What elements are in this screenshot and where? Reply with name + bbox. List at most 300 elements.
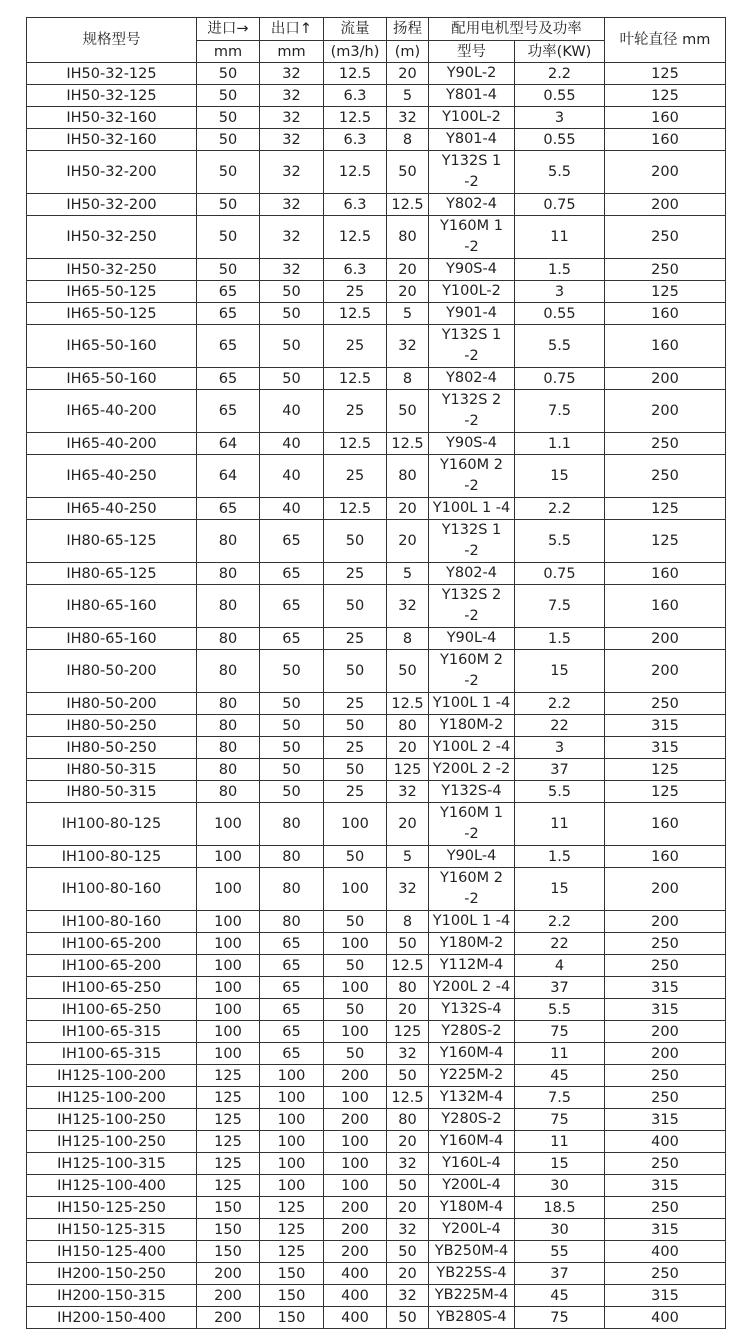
cell-model: IH150-125-250 — [27, 1197, 197, 1219]
cell-head: 32 — [387, 1285, 429, 1307]
cell-motor-power: 22 — [515, 715, 605, 737]
cell-head: 50 — [387, 1065, 429, 1087]
cell-model: IH80-50-200 — [27, 650, 197, 693]
cell-motor-model — [429, 433, 515, 455]
cell-model: IH100-65-200 — [27, 955, 197, 977]
cell-inlet: 50 — [197, 259, 260, 281]
cell-head: 12.5 — [387, 433, 429, 455]
cell-motor-power: 45 — [515, 1065, 605, 1087]
cell-outlet: 50 — [260, 368, 324, 390]
cell-model: IH80-65-125 — [27, 563, 197, 585]
cell-motor-model — [429, 1153, 515, 1175]
motor-model-line: Y132S-4 — [441, 1001, 502, 1017]
table-row — [27, 281, 726, 303]
motor-model-line: Y132M-4 — [439, 1089, 504, 1105]
cell-inlet: 65 — [197, 390, 260, 433]
cell-motor-model — [429, 1241, 515, 1263]
cell-outlet: 50 — [260, 715, 324, 737]
cell-flow: 25 — [324, 455, 387, 498]
header-model: 规格型号 — [27, 18, 197, 63]
header-flow: 流量 — [324, 18, 387, 41]
cell-outlet: 80 — [260, 868, 324, 911]
cell-head: 12.5 — [387, 955, 429, 977]
motor-model-line: Y90L-4 — [446, 848, 497, 864]
cell-flow: 100 — [324, 1021, 387, 1043]
cell-motor-power: 7.5 — [515, 585, 605, 628]
motor-model-line: -2 — [464, 174, 479, 190]
cell-motor-model — [429, 63, 515, 85]
cell-impeller: 250 — [605, 1197, 726, 1219]
cell-motor-power: 5.5 — [515, 325, 605, 368]
table-row — [27, 911, 726, 933]
cell-inlet: 80 — [197, 737, 260, 759]
cell-head: 80 — [387, 715, 429, 737]
cell-flow: 12.5 — [324, 498, 387, 520]
cell-model: IH65-50-160 — [27, 325, 197, 368]
cell-flow: 12.5 — [324, 107, 387, 129]
motor-model-line: Y160L-4 — [442, 1155, 501, 1171]
header-row-1 — [27, 18, 726, 41]
cell-motor-model — [429, 325, 515, 368]
cell-flow: 200 — [324, 1197, 387, 1219]
cell-inlet: 100 — [197, 911, 260, 933]
cell-outlet: 65 — [260, 628, 324, 650]
table-row — [27, 1131, 726, 1153]
cell-inlet: 125 — [197, 1065, 260, 1087]
cell-motor-model — [429, 999, 515, 1021]
cell-motor-power: 0.55 — [515, 85, 605, 107]
cell-motor-model — [429, 650, 515, 693]
cell-inlet: 65 — [197, 498, 260, 520]
motor-model-line: Y160M-4 — [439, 1133, 504, 1149]
motor-model-line: Y200L-4 — [442, 1221, 501, 1237]
motor-model-line: -2 — [464, 413, 479, 429]
cell-impeller: 200 — [605, 650, 726, 693]
table-row — [27, 933, 726, 955]
table-row — [27, 1175, 726, 1197]
motor-model-line: YB225M-4 — [434, 1287, 509, 1303]
cell-model: IH65-50-125 — [27, 303, 197, 325]
cell-motor-model — [429, 1131, 515, 1153]
cell-inlet: 50 — [197, 129, 260, 151]
cell-head: 32 — [387, 781, 429, 803]
cell-motor-power: 5.5 — [515, 781, 605, 803]
cell-outlet: 50 — [260, 759, 324, 781]
cell-inlet: 64 — [197, 455, 260, 498]
cell-outlet: 65 — [260, 520, 324, 563]
cell-model: IH125-100-400 — [27, 1175, 197, 1197]
cell-head: 50 — [387, 933, 429, 955]
cell-model: IH80-65-125 — [27, 520, 197, 563]
cell-inlet: 125 — [197, 1175, 260, 1197]
cell-inlet: 100 — [197, 803, 260, 846]
cell-motor-power: 3 — [515, 737, 605, 759]
motor-model-line: Y132S 1 — [441, 327, 502, 343]
table-row — [27, 455, 726, 498]
cell-model: IH65-40-250 — [27, 498, 197, 520]
table-row — [27, 1241, 726, 1263]
cell-outlet: 150 — [260, 1307, 324, 1329]
cell-flow: 25 — [324, 781, 387, 803]
cell-outlet: 65 — [260, 563, 324, 585]
cell-outlet: 100 — [260, 1131, 324, 1153]
cell-impeller: 315 — [605, 1109, 726, 1131]
cell-motor-power: 0.55 — [515, 129, 605, 151]
cell-inlet: 150 — [197, 1197, 260, 1219]
cell-flow: 50 — [324, 759, 387, 781]
cell-impeller: 200 — [605, 390, 726, 433]
table-row — [27, 520, 726, 563]
cell-impeller: 250 — [605, 1065, 726, 1087]
cell-motor-power: 5.5 — [515, 151, 605, 194]
cell-inlet: 100 — [197, 1043, 260, 1065]
cell-motor-power: 0.75 — [515, 563, 605, 585]
cell-inlet: 150 — [197, 1241, 260, 1263]
cell-model: IH100-65-250 — [27, 999, 197, 1021]
cell-flow: 100 — [324, 1175, 387, 1197]
motor-model-line: Y802-4 — [446, 196, 497, 212]
pump-spec-table — [26, 17, 726, 1329]
motor-model-line: Y802-4 — [446, 370, 497, 386]
cell-impeller: 160 — [605, 563, 726, 585]
table-row — [27, 715, 726, 737]
cell-inlet: 200 — [197, 1307, 260, 1329]
table-row — [27, 303, 726, 325]
cell-motor-power: 1.1 — [515, 433, 605, 455]
cell-impeller: 160 — [605, 129, 726, 151]
cell-head: 8 — [387, 911, 429, 933]
motor-model-line: Y132S 2 — [441, 392, 502, 408]
table-row — [27, 737, 726, 759]
header-flow-unit: (m3/h) — [324, 41, 387, 63]
table-row — [27, 803, 726, 846]
cell-outlet: 40 — [260, 498, 324, 520]
cell-flow: 400 — [324, 1307, 387, 1329]
cell-motor-power: 7.5 — [515, 390, 605, 433]
cell-outlet: 50 — [260, 693, 324, 715]
cell-inlet: 100 — [197, 868, 260, 911]
cell-outlet: 65 — [260, 955, 324, 977]
cell-impeller: 250 — [605, 1263, 726, 1285]
cell-inlet: 80 — [197, 520, 260, 563]
cell-model: IH100-65-250 — [27, 977, 197, 999]
cell-outlet: 100 — [260, 1175, 324, 1197]
cell-motor-model — [429, 390, 515, 433]
cell-head: 20 — [387, 999, 429, 1021]
cell-flow: 12.5 — [324, 216, 387, 259]
cell-model: IH100-65-315 — [27, 1043, 197, 1065]
cell-motor-power: 45 — [515, 1285, 605, 1307]
cell-outlet: 40 — [260, 455, 324, 498]
cell-head: 5 — [387, 846, 429, 868]
cell-model: IH125-100-250 — [27, 1131, 197, 1153]
cell-outlet: 80 — [260, 803, 324, 846]
motor-model-line: -2 — [464, 826, 479, 842]
cell-motor-power: 0.75 — [515, 194, 605, 216]
cell-inlet: 150 — [197, 1219, 260, 1241]
cell-motor-model — [429, 498, 515, 520]
motor-model-line: Y802-4 — [446, 565, 497, 581]
table-row — [27, 563, 726, 585]
cell-impeller: 200 — [605, 868, 726, 911]
table-row — [27, 498, 726, 520]
cell-motor-model — [429, 737, 515, 759]
motor-model-line: Y132S-4 — [441, 783, 502, 799]
cell-outlet: 50 — [260, 781, 324, 803]
cell-head: 32 — [387, 585, 429, 628]
cell-outlet: 50 — [260, 325, 324, 368]
cell-motor-power: 2.2 — [515, 498, 605, 520]
cell-outlet: 80 — [260, 846, 324, 868]
cell-motor-model — [429, 803, 515, 846]
cell-impeller: 125 — [605, 520, 726, 563]
cell-model: IH65-40-250 — [27, 455, 197, 498]
motor-model-line: YB225S-4 — [436, 1265, 507, 1281]
cell-outlet: 125 — [260, 1241, 324, 1263]
cell-impeller: 160 — [605, 107, 726, 129]
cell-flow: 100 — [324, 1131, 387, 1153]
cell-flow: 25 — [324, 563, 387, 585]
cell-motor-model — [429, 1043, 515, 1065]
cell-model: IH65-40-200 — [27, 433, 197, 455]
cell-motor-model — [429, 1109, 515, 1131]
table-row — [27, 151, 726, 194]
table-row — [27, 194, 726, 216]
cell-head: 20 — [387, 1263, 429, 1285]
cell-motor-power: 5.5 — [515, 520, 605, 563]
cell-motor-model — [429, 520, 515, 563]
cell-motor-model — [429, 1263, 515, 1285]
motor-model-line: Y100L 1 -4 — [432, 500, 511, 516]
table-row — [27, 1153, 726, 1175]
cell-model: IH50-32-250 — [27, 216, 197, 259]
cell-outlet: 40 — [260, 390, 324, 433]
cell-flow: 25 — [324, 390, 387, 433]
cell-motor-power: 15 — [515, 1153, 605, 1175]
cell-impeller: 200 — [605, 1043, 726, 1065]
table-row — [27, 1307, 726, 1329]
cell-flow: 200 — [324, 1219, 387, 1241]
cell-motor-power: 37 — [515, 759, 605, 781]
table-row — [27, 1263, 726, 1285]
cell-head: 50 — [387, 390, 429, 433]
table-body — [27, 18, 726, 1329]
cell-motor-power: 15 — [515, 455, 605, 498]
cell-motor-model — [429, 129, 515, 151]
cell-head: 8 — [387, 368, 429, 390]
motor-model-line: -2 — [464, 608, 479, 624]
cell-flow: 25 — [324, 628, 387, 650]
cell-inlet: 80 — [197, 585, 260, 628]
cell-motor-power: 15 — [515, 868, 605, 911]
cell-inlet: 100 — [197, 955, 260, 977]
cell-impeller: 160 — [605, 325, 726, 368]
cell-inlet: 200 — [197, 1263, 260, 1285]
cell-flow: 100 — [324, 933, 387, 955]
cell-motor-model — [429, 151, 515, 194]
cell-impeller: 125 — [605, 781, 726, 803]
cell-motor-model — [429, 977, 515, 999]
cell-outlet: 32 — [260, 63, 324, 85]
cell-outlet: 50 — [260, 281, 324, 303]
cell-impeller: 160 — [605, 846, 726, 868]
cell-impeller: 400 — [605, 1241, 726, 1263]
cell-head: 12.5 — [387, 194, 429, 216]
cell-impeller: 250 — [605, 693, 726, 715]
cell-impeller: 160 — [605, 585, 726, 628]
cell-motor-model — [429, 368, 515, 390]
cell-outlet: 65 — [260, 1043, 324, 1065]
cell-impeller: 315 — [605, 977, 726, 999]
cell-motor-model — [429, 563, 515, 585]
cell-motor-power: 2.2 — [515, 693, 605, 715]
cell-inlet: 80 — [197, 628, 260, 650]
cell-motor-model — [429, 868, 515, 911]
cell-impeller: 315 — [605, 737, 726, 759]
cell-outlet: 80 — [260, 911, 324, 933]
cell-flow: 12.5 — [324, 63, 387, 85]
cell-head: 50 — [387, 151, 429, 194]
cell-inlet: 65 — [197, 325, 260, 368]
cell-model: IH80-65-160 — [27, 585, 197, 628]
cell-impeller: 125 — [605, 85, 726, 107]
cell-motor-power: 11 — [515, 803, 605, 846]
header-head-unit: (m) — [387, 41, 429, 63]
cell-motor-power: 0.75 — [515, 368, 605, 390]
cell-inlet: 50 — [197, 151, 260, 194]
cell-head: 50 — [387, 650, 429, 693]
table-row — [27, 846, 726, 868]
table-row — [27, 1285, 726, 1307]
motor-model-line: -2 — [464, 348, 479, 364]
table-row — [27, 85, 726, 107]
cell-motor-model — [429, 846, 515, 868]
cell-outlet: 150 — [260, 1285, 324, 1307]
table-row — [27, 433, 726, 455]
cell-model: IH50-32-250 — [27, 259, 197, 281]
cell-motor-model — [429, 1065, 515, 1087]
cell-inlet: 100 — [197, 999, 260, 1021]
cell-impeller: 400 — [605, 1131, 726, 1153]
table-row — [27, 1197, 726, 1219]
cell-inlet: 65 — [197, 281, 260, 303]
cell-head: 80 — [387, 977, 429, 999]
cell-model: IH100-80-160 — [27, 911, 197, 933]
cell-head: 12.5 — [387, 1087, 429, 1109]
cell-impeller: 200 — [605, 628, 726, 650]
cell-impeller: 400 — [605, 1307, 726, 1329]
table-row — [27, 650, 726, 693]
cell-outlet: 32 — [260, 194, 324, 216]
cell-flow: 25 — [324, 325, 387, 368]
motor-model-line: Y160M 2 — [440, 652, 503, 668]
cell-motor-power: 37 — [515, 1263, 605, 1285]
table-row — [27, 693, 726, 715]
header-head: 扬程 — [387, 18, 429, 41]
cell-impeller: 315 — [605, 1175, 726, 1197]
header-outlet: 出口↑ — [260, 18, 324, 41]
cell-motor-power: 18.5 — [515, 1197, 605, 1219]
cell-head: 8 — [387, 129, 429, 151]
cell-flow: 12.5 — [324, 433, 387, 455]
cell-model: IH125-100-250 — [27, 1109, 197, 1131]
cell-impeller: 250 — [605, 259, 726, 281]
cell-motor-model — [429, 715, 515, 737]
cell-inlet: 80 — [197, 563, 260, 585]
cell-impeller: 125 — [605, 281, 726, 303]
cell-motor-power: 75 — [515, 1307, 605, 1329]
motor-model-line: Y100L-2 — [442, 109, 501, 125]
table-row — [27, 259, 726, 281]
cell-motor-power: 37 — [515, 977, 605, 999]
cell-head: 50 — [387, 1175, 429, 1197]
cell-motor-model — [429, 107, 515, 129]
cell-model: IH200-150-400 — [27, 1307, 197, 1329]
cell-flow: 100 — [324, 868, 387, 911]
table-row — [27, 868, 726, 911]
cell-model: IH80-50-315 — [27, 759, 197, 781]
cell-motor-power: 4 — [515, 955, 605, 977]
cell-inlet: 80 — [197, 759, 260, 781]
cell-model: IH100-80-160 — [27, 868, 197, 911]
cell-head: 80 — [387, 1109, 429, 1131]
cell-inlet: 80 — [197, 715, 260, 737]
table-row — [27, 1219, 726, 1241]
table-row — [27, 216, 726, 259]
motor-model-line: Y90L-4 — [446, 630, 497, 646]
motor-model-line: Y100L-2 — [442, 283, 501, 299]
cell-head: 125 — [387, 759, 429, 781]
motor-model-line: -2 — [464, 891, 479, 907]
cell-impeller: 125 — [605, 759, 726, 781]
table-row — [27, 129, 726, 151]
cell-motor-power: 15 — [515, 650, 605, 693]
cell-model: IH100-65-200 — [27, 933, 197, 955]
cell-flow: 50 — [324, 911, 387, 933]
cell-inlet: 80 — [197, 693, 260, 715]
cell-motor-power: 75 — [515, 1109, 605, 1131]
cell-motor-model — [429, 1219, 515, 1241]
cell-outlet: 125 — [260, 1219, 324, 1241]
cell-impeller: 250 — [605, 216, 726, 259]
cell-outlet: 65 — [260, 977, 324, 999]
motor-model-line: Y180M-2 — [439, 935, 504, 951]
cell-motor-power: 1.5 — [515, 628, 605, 650]
table-row — [27, 325, 726, 368]
cell-outlet: 32 — [260, 259, 324, 281]
cell-head: 20 — [387, 498, 429, 520]
cell-flow: 12.5 — [324, 151, 387, 194]
cell-model: IH150-125-315 — [27, 1219, 197, 1241]
table-row — [27, 628, 726, 650]
cell-flow: 25 — [324, 693, 387, 715]
header-motor-model: 型号 — [429, 41, 515, 63]
motor-model-line: Y100L 1 -4 — [432, 913, 511, 929]
cell-motor-model — [429, 194, 515, 216]
cell-model: IH80-50-250 — [27, 715, 197, 737]
cell-motor-model — [429, 933, 515, 955]
cell-inlet: 65 — [197, 303, 260, 325]
cell-outlet: 100 — [260, 1153, 324, 1175]
cell-motor-model — [429, 1175, 515, 1197]
cell-head: 80 — [387, 455, 429, 498]
cell-model: IH125-100-315 — [27, 1153, 197, 1175]
cell-flow: 25 — [324, 281, 387, 303]
cell-motor-model — [429, 303, 515, 325]
cell-flow: 200 — [324, 1065, 387, 1087]
cell-motor-model — [429, 759, 515, 781]
cell-impeller: 315 — [605, 715, 726, 737]
